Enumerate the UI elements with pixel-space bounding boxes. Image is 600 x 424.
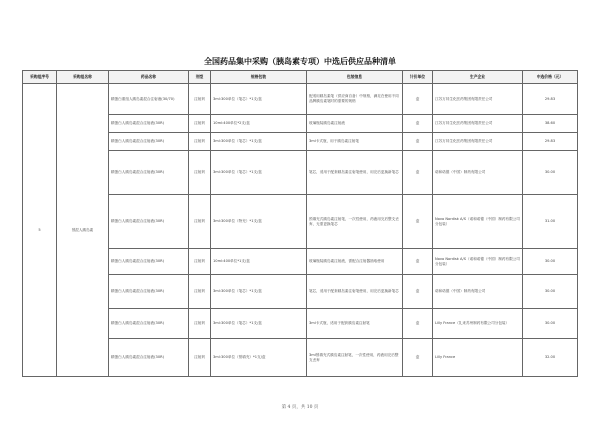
price-cell: 38.60: [523, 115, 578, 133]
supply-list-table: [22, 70, 578, 377]
drug-name-cell: 精蛋白人胰岛素混合注射液(30R): [109, 309, 189, 339]
spec-cell: 3ml:300单位（特充）*1支/盒: [211, 195, 307, 249]
package-cell: 3ml预填充式胰岛素注射笔，一次性使用，药液用完后整支丢弃: [307, 339, 403, 377]
header-company: 生产企业: [433, 71, 523, 84]
spec-cell: 3ml:300单位（笔芯）*1支/盒: [211, 133, 307, 151]
form-cell: 注射剂: [189, 84, 211, 115]
company-cell: Lilly France（礼来苏州制药有限公司分包装）: [433, 309, 523, 339]
spec-cell: 3ml:300单位（笔芯）*1支/盒: [211, 275, 307, 309]
company-cell: 诺和诺德（中国）制药有限公司: [433, 151, 523, 195]
drug-name-cell: 精蛋白重组人胰岛素混合注射液(30/70): [109, 84, 189, 115]
price-cell: 29.83: [523, 133, 578, 151]
company-cell: Novo Nordisk A/S（诺和诺德（中国）制药有限公司分包装）: [433, 195, 523, 249]
unit-cell: 盒: [403, 84, 433, 115]
spec-cell: 10ml:400单位*2支/盒: [211, 115, 307, 133]
company-cell: 江苏万邦生化医药集团有限责任公司: [433, 115, 523, 133]
unit-cell: 盒: [403, 309, 433, 339]
spec-cell: 3ml:300单位（笔芯）*1支/盒: [211, 84, 307, 115]
package-cell: 笔芯，适用于配套胰岛素注射笔使用，用完后更换新笔芯: [307, 275, 403, 309]
company-cell: Novo Nordisk A/S（诺和诺德（中国）制药有限公司分包装）: [433, 249, 523, 275]
drug-name-cell: 精蛋白人胰岛素混合注射液(30R): [109, 249, 189, 275]
group-name-cell: 预混人胰岛素: [57, 84, 109, 377]
package-cell: 3ml卡式瓶，适用于配套胰岛素注射笔: [307, 309, 403, 339]
drug-name-cell: 精蛋白人胰岛素混合注射液(30R): [109, 115, 189, 133]
spec-cell: 3ml:300单位（笔芯）*1支/盒: [211, 309, 307, 339]
unit-cell: 盒: [403, 339, 433, 377]
group-number-cell: 5: [23, 84, 57, 377]
header-price: 中选价格（元）: [523, 71, 578, 84]
header-row: [23, 71, 578, 84]
header-spec: 规格包装: [211, 71, 307, 84]
spec-cell: 10ml:400单位*1支/盒: [211, 249, 307, 275]
unit-cell: 盒: [403, 195, 433, 249]
package-cell: 3ml卡式瓶，用于胰岛素注射笔: [307, 133, 403, 151]
price-cell: 30.00: [523, 249, 578, 275]
header-drug-name: 药品名称: [109, 71, 189, 84]
form-cell: 注射剂: [189, 151, 211, 195]
drug-name-cell: 精蛋白人胰岛素混合注射液(30R): [109, 275, 189, 309]
form-cell: 注射剂: [189, 133, 211, 151]
form-cell: 注射剂: [189, 275, 211, 309]
company-cell: Lilly France: [433, 339, 523, 377]
price-cell: 32.00: [523, 339, 578, 377]
drug-name-cell: 精蛋白人胰岛素混合注射液(30R): [109, 151, 189, 195]
header-group-name: 采购组名称: [57, 71, 109, 84]
price-cell: 30.00: [523, 151, 578, 195]
drug-name-cell: 精蛋白人胰岛素混合注射液(30R): [109, 195, 189, 249]
price-cell: 31.00: [523, 195, 578, 249]
drug-name-cell: 精蛋白人胰岛素混合注射液(30R): [109, 133, 189, 151]
company-cell: 江苏万邦生化医药集团有限责任公司: [433, 84, 523, 115]
form-cell: 注射剂: [189, 249, 211, 275]
unit-cell: 盒: [403, 151, 433, 195]
price-cell: 30.00: [523, 275, 578, 309]
header-group-number: 采购组序号: [23, 71, 57, 84]
form-cell: 注射剂: [189, 195, 211, 249]
package-cell: 玻璃瓶装胰岛素注射液: [307, 115, 403, 133]
form-cell: 注射剂: [189, 309, 211, 339]
spec-cell: 3ml:300单位（笔芯）*1支/盒: [211, 151, 307, 195]
spec-cell: 3ml:300单位（预填充）*1支/盒: [211, 339, 307, 377]
package-cell: 笔芯，适用于配套胰岛素注射笔使用，用完后更换新笔芯: [307, 151, 403, 195]
company-cell: 江苏万邦生化医药集团有限责任公司: [433, 133, 523, 151]
form-cell: 注射剂: [189, 115, 211, 133]
table-row: [23, 84, 578, 115]
package-cell: 配适用胰岛素笔（供应商自备）中规格，满足在使用不同品牌胰岛素笔时的需要的规格: [307, 84, 403, 115]
page-title: 全国药品集中采购（胰岛素专项）中选后供应品种清单: [204, 56, 396, 66]
unit-cell: 盒: [403, 275, 433, 309]
package-cell: 玻璃瓶装胰岛素注射液，需配合注射器抽取使用: [307, 249, 403, 275]
unit-cell: 盒: [403, 115, 433, 133]
company-cell: 诺和诺德（中国）制药有限公司: [433, 275, 523, 309]
header-package-info: 包装信息: [307, 71, 403, 84]
unit-cell: 盒: [403, 133, 433, 151]
form-cell: 注射剂: [189, 339, 211, 377]
price-cell: 30.00: [523, 309, 578, 339]
page-footer: 第 4 页，共 10 页: [281, 405, 319, 410]
header-dosage-form: 剂型: [189, 71, 211, 84]
package-cell: 预填充式胰岛素注射笔，一次性使用，药液用完后整支丢弃，无需更换笔芯: [307, 195, 403, 249]
price-cell: 29.83: [523, 84, 578, 115]
unit-cell: 盒: [403, 249, 433, 275]
drug-name-cell: 精蛋白人胰岛素混合注射液(30R): [109, 339, 189, 377]
header-unit: 计价单位: [403, 71, 433, 84]
